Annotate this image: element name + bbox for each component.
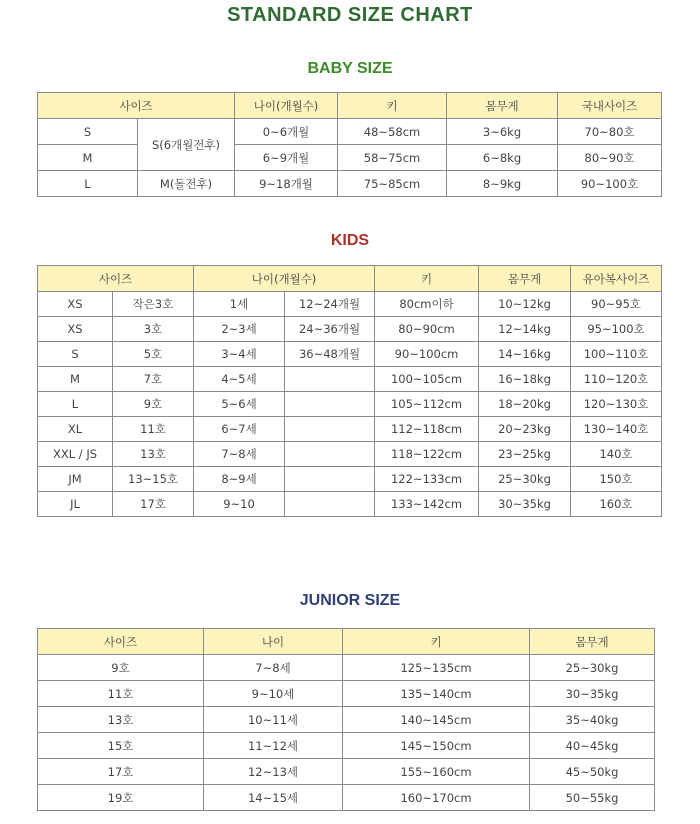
cell-age: 9~10 (194, 492, 285, 517)
cell-months (285, 392, 375, 417)
table-row (38, 785, 655, 811)
cell-size: XXL / JS (38, 442, 113, 467)
cell-size: 17호 (38, 759, 204, 785)
table-row (38, 119, 662, 145)
cell-weight: 40~45kg (530, 733, 655, 759)
header-size: 사이즈 (38, 266, 194, 292)
header-weight: 몸무게 (530, 629, 655, 655)
header-domestic-size: 국내사이즈 (558, 93, 662, 119)
table-row (38, 171, 662, 197)
cell-age: 6~7세 (194, 417, 285, 442)
cell-weight: 50~55kg (530, 785, 655, 811)
cell-size-group: S(6개월전후) (138, 119, 235, 171)
cell-size: XS (38, 317, 113, 342)
header-weight: 몸무게 (479, 266, 571, 292)
cell-size-number: 3호 (113, 317, 194, 342)
cell-size: 11호 (38, 681, 204, 707)
cell-size: XL (38, 417, 113, 442)
table-row (38, 759, 655, 785)
cell-weight: 12~14kg (479, 317, 571, 342)
cell-months (285, 492, 375, 517)
cell-domestic-size: 90~100호 (558, 171, 662, 197)
table-row (38, 707, 655, 733)
cell-age: 4~5세 (194, 367, 285, 392)
cell-size-number: 11호 (113, 417, 194, 442)
table-row (38, 342, 662, 367)
table-header-row (38, 629, 655, 655)
junior-size-title: JUNIOR SIZE (299, 592, 401, 609)
header-age: 나이(개월수) (194, 266, 375, 292)
cell-size: 9호 (38, 655, 204, 681)
cell-height: 80~90cm (375, 317, 479, 342)
cell-weight: 6~8kg (447, 145, 558, 171)
cell-size: L (38, 171, 138, 197)
cell-months: 24~36개월 (285, 317, 375, 342)
cell-height: 145~150cm (343, 733, 530, 759)
cell-weight: 3~6kg (447, 119, 558, 145)
cell-weight: 20~23kg (479, 417, 571, 442)
cell-weight: 35~40kg (530, 707, 655, 733)
cell-apparel-size: 95~100호 (571, 317, 662, 342)
cell-height: 100~105cm (375, 367, 479, 392)
cell-height: 112~118cm (375, 417, 479, 442)
cell-size: JL (38, 492, 113, 517)
table-header-row (38, 93, 662, 119)
cell-apparel-size: 150호 (571, 467, 662, 492)
cell-size-number: 작은3호 (113, 292, 194, 317)
cell-weight: 14~16kg (479, 342, 571, 367)
cell-apparel-size: 120~130호 (571, 392, 662, 417)
cell-size-number: 7호 (113, 367, 194, 392)
cell-height: 58~75cm (338, 145, 447, 171)
baby-size-table (37, 92, 662, 197)
cell-age: 2~3세 (194, 317, 285, 342)
cell-weight: 25~30kg (479, 467, 571, 492)
header-height: 키 (343, 629, 530, 655)
cell-height: 125~135cm (343, 655, 530, 681)
cell-height: 140~145cm (343, 707, 530, 733)
table-row (38, 733, 655, 759)
cell-age: 9~18개월 (235, 171, 338, 197)
cell-apparel-size: 110~120호 (571, 367, 662, 392)
cell-apparel-size: 140호 (571, 442, 662, 467)
cell-size: M (38, 367, 113, 392)
cell-height: 122~133cm (375, 467, 479, 492)
cell-months (285, 367, 375, 392)
cell-age: 5~6세 (194, 392, 285, 417)
table-header-row (38, 266, 662, 292)
cell-months: 36~48개월 (285, 342, 375, 367)
cell-size-number: 13~15호 (113, 467, 194, 492)
cell-apparel-size: 90~95호 (571, 292, 662, 317)
header-size: 사이즈 (38, 629, 204, 655)
cell-size-number: 5호 (113, 342, 194, 367)
cell-weight: 23~25kg (479, 442, 571, 467)
cell-height: 118~122cm (375, 442, 479, 467)
cell-size-number: 9호 (113, 392, 194, 417)
header-size: 사이즈 (38, 93, 235, 119)
table-row (38, 467, 662, 492)
cell-height: 155~160cm (343, 759, 530, 785)
kids-size-title: KIDS (330, 232, 370, 249)
cell-height: 133~142cm (375, 492, 479, 517)
kids-size-table (37, 265, 662, 517)
cell-height: 160~170cm (343, 785, 530, 811)
cell-size: L (38, 392, 113, 417)
cell-height: 80cm이하 (375, 292, 479, 317)
cell-apparel-size: 100~110호 (571, 342, 662, 367)
cell-weight: 25~30kg (530, 655, 655, 681)
cell-weight: 45~50kg (530, 759, 655, 785)
cell-age: 6~9개월 (235, 145, 338, 171)
table-row (38, 442, 662, 467)
cell-weight: 18~20kg (479, 392, 571, 417)
cell-months (285, 467, 375, 492)
header-age: 나이(개월수) (235, 93, 338, 119)
cell-months (285, 442, 375, 467)
cell-weight: 30~35kg (530, 681, 655, 707)
cell-size: XS (38, 292, 113, 317)
cell-weight: 16~18kg (479, 367, 571, 392)
cell-age: 14~15세 (204, 785, 343, 811)
table-row (38, 145, 662, 171)
table-row (38, 681, 655, 707)
table-row (38, 417, 662, 442)
cell-months (285, 417, 375, 442)
cell-domestic-size: 70~80호 (558, 119, 662, 145)
cell-size: 15호 (38, 733, 204, 759)
cell-height: 75~85cm (338, 171, 447, 197)
table-row (38, 367, 662, 392)
cell-age: 7~8세 (194, 442, 285, 467)
cell-size: S (38, 342, 113, 367)
cell-months: 12~24개월 (285, 292, 375, 317)
cell-size: 13호 (38, 707, 204, 733)
cell-weight: 8~9kg (447, 171, 558, 197)
table-row (38, 292, 662, 317)
table-row (38, 655, 655, 681)
cell-size-note: M(돌전후) (138, 171, 235, 197)
cell-age: 1세 (194, 292, 285, 317)
cell-height: 48~58cm (338, 119, 447, 145)
cell-size: M (38, 145, 138, 171)
header-weight: 몸무게 (447, 93, 558, 119)
cell-age: 9~10세 (204, 681, 343, 707)
table-row (38, 492, 662, 517)
cell-size: S (38, 119, 138, 145)
cell-age: 3~4세 (194, 342, 285, 367)
table-row (38, 317, 662, 342)
header-age: 나이 (204, 629, 343, 655)
cell-age: 12~13세 (204, 759, 343, 785)
cell-age: 11~12세 (204, 733, 343, 759)
baby-size-title: BABY SIZE (307, 60, 393, 77)
cell-age: 10~11세 (204, 707, 343, 733)
cell-age: 7~8세 (204, 655, 343, 681)
cell-height: 135~140cm (343, 681, 530, 707)
cell-domestic-size: 80~90호 (558, 145, 662, 171)
junior-size-table (37, 628, 655, 811)
header-apparel-size: 유아복사이즈 (571, 266, 662, 292)
cell-height: 90~100cm (375, 342, 479, 367)
cell-apparel-size: 130~140호 (571, 417, 662, 442)
cell-age: 8~9세 (194, 467, 285, 492)
cell-age: 0~6개월 (235, 119, 338, 145)
page-title: STANDARD SIZE CHART (227, 4, 473, 26)
cell-apparel-size: 160호 (571, 492, 662, 517)
cell-size-number: 13호 (113, 442, 194, 467)
cell-size: JM (38, 467, 113, 492)
header-height: 키 (338, 93, 447, 119)
cell-size-number: 17호 (113, 492, 194, 517)
cell-weight: 10~12kg (479, 292, 571, 317)
cell-weight: 30~35kg (479, 492, 571, 517)
cell-size: 19호 (38, 785, 204, 811)
cell-height: 105~112cm (375, 392, 479, 417)
header-height: 키 (375, 266, 479, 292)
table-row (38, 392, 662, 417)
